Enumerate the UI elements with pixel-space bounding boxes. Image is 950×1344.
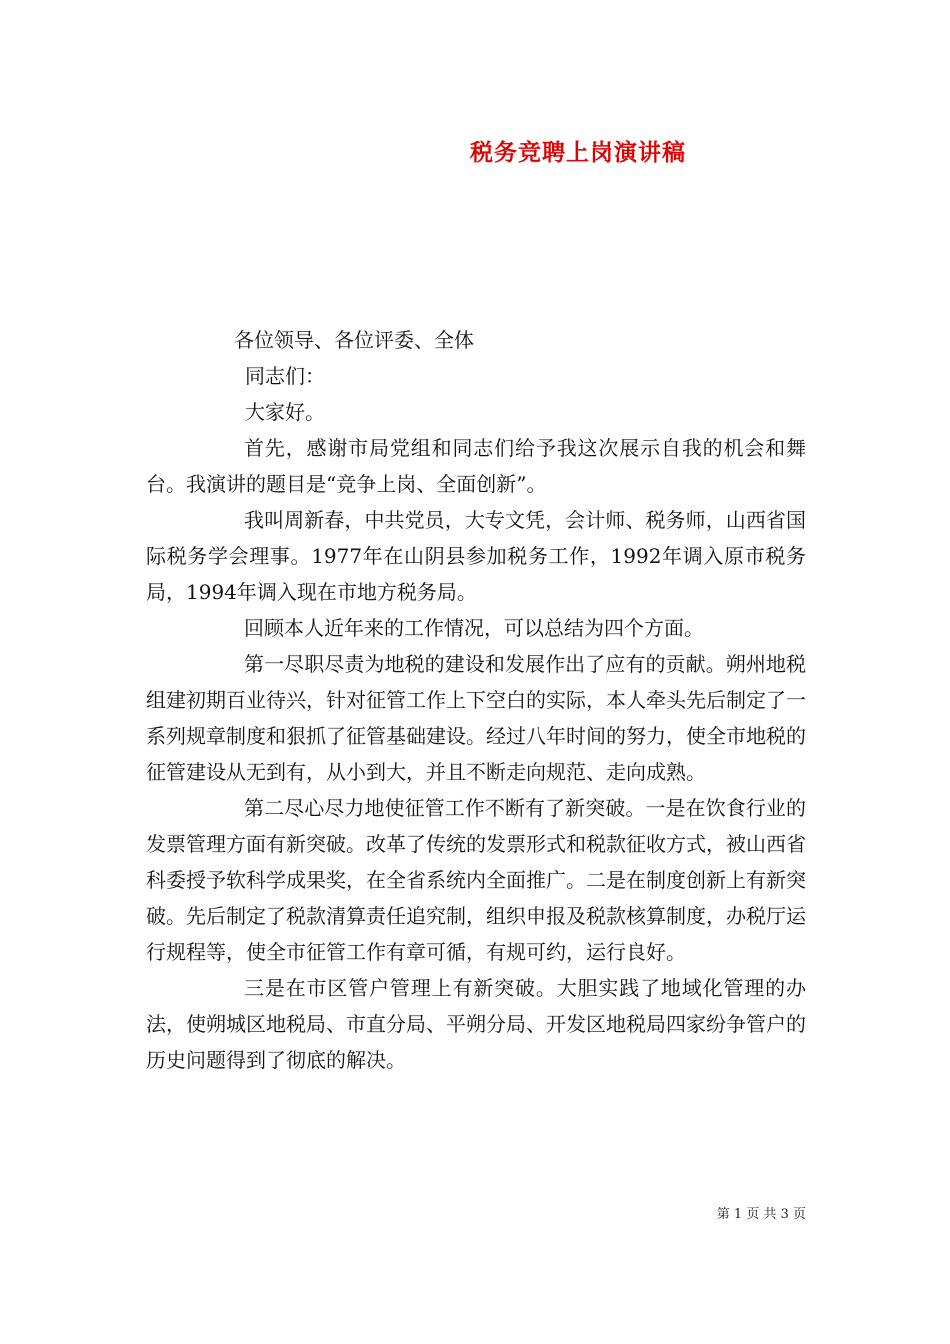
document-body [146,322,806,1078]
greeting: 大家好。 [245,400,325,424]
salutation-line-2: 同志们： [245,364,325,388]
paragraph-first-point: 第一尽职尽责为地税的建设和发展作出了应有的贡献。朔州地税组建初期百业待兴，针对征管工作上下空白的实际，本人牵头先后制定了一系列规章制度和狠抓了征管基础建设。经过八年时间的努力，使全市地税的征管建设从无到有，从小到大，并且不断走向规范、走向成熟。 [146,652,806,784]
paragraph-intro: 首先，感谢市局党组和同志们给予我这次展示自我的机会和舞台。我演讲的题目是“竞争上岗、全面创新”。 [146,436,806,496]
paragraph-review: 回顾本人近年来的工作情况，可以总结为四个方面。 [244,616,704,640]
document-title: 税务竞聘上岗演讲稿 [470,139,686,166]
page-number-footer: 第 1 页 共 3 页 [716,1207,806,1222]
paragraph-self-introduction: 我叫周新春，中共党员，大专文凭，会计师、税务师，山西省国际税务学会理事。1977年在山阴县参加税务工作，1992年调入原市税务局，1994年调入现在市地方税务局。 [146,508,806,604]
paragraph-third-point: 三是在市区管户管理上有新突破。大胆实践了地域化管理的办法，使朔城区地税局、市直分局、平朔分局、开发区地税局四家纷争管户的历史问题得到了彻底的解决。 [146,976,806,1072]
paragraph-second-point: 第二尽心尽力地使征管工作不断有了新突破。一是在饮食行业的发票管理方面有新突破。改革了传统的发票形式和税款征收方式，被山西省科委授予软科学成果奖，在全省系统内全面推广。二是在制度创新上有新突破。先后制定了税款清算责任追究制，组织申报及税款核算制度，办税厅运行规程等，使全市征管工作有章可循，有规可约，运行良好。 [146,796,806,964]
salutation-line-1: 各位领导、各位评委、全体 [234,328,474,352]
